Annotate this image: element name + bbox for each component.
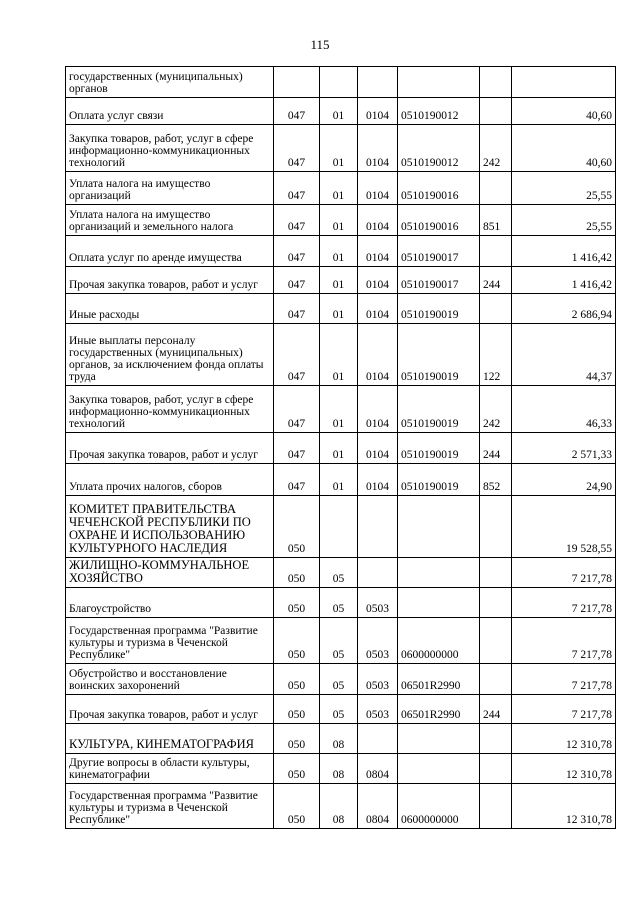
table-row [66, 695, 616, 724]
amount-cell: 2 686,94 [512, 294, 616, 324]
expense-type-cell: 242 [480, 125, 512, 172]
subsection-cell: 0104 [358, 324, 398, 386]
subsection-cell: 0104 [358, 464, 398, 496]
subsection-cell: 0104 [358, 236, 398, 267]
item-name-cell: Обустройство и восстановление воинских захоронений [66, 664, 274, 695]
target-article-cell: 06501R2990 [398, 695, 480, 724]
subsection-cell [358, 724, 398, 754]
item-name-cell: Иные расходы [66, 294, 274, 324]
section-cell: 01 [320, 324, 358, 386]
item-name-cell: КУЛЬТУРА, КИНЕМАТОГРАФИЯ [66, 724, 274, 754]
grbs-cell: 047 [274, 98, 320, 125]
target-article-cell: 0510190016 [398, 205, 480, 236]
subsection-cell: 0104 [358, 433, 398, 464]
target-article-cell: 0510190019 [398, 464, 480, 496]
grbs-cell: 047 [274, 267, 320, 294]
section-cell: 05 [320, 588, 358, 618]
table-row [66, 386, 616, 433]
section-cell: 08 [320, 724, 358, 754]
grbs-cell: 047 [274, 324, 320, 386]
amount-cell: 2 571,33 [512, 433, 616, 464]
section-cell: 05 [320, 695, 358, 724]
subsection-cell: 0804 [358, 784, 398, 829]
grbs-cell: 050 [274, 724, 320, 754]
table-row [66, 464, 616, 496]
table-row [66, 98, 616, 125]
subsection-cell: 0104 [358, 172, 398, 205]
target-article-cell [398, 588, 480, 618]
grbs-cell: 050 [274, 558, 320, 588]
amount-cell: 25,55 [512, 205, 616, 236]
section-cell: 05 [320, 618, 358, 664]
expense-type-cell: 244 [480, 267, 512, 294]
subsection-cell [358, 558, 398, 588]
section-cell: 01 [320, 386, 358, 433]
item-name-cell: Государственная программа "Развитие культуры и туризма в Чеченской Республике" [66, 784, 274, 829]
table-row [66, 267, 616, 294]
item-name-cell: Другие вопросы в области культуры, кинематографии [66, 754, 274, 784]
item-name-cell: Прочая закупка товаров, работ и услуг [66, 267, 274, 294]
target-article-cell: 0510190019 [398, 324, 480, 386]
item-name-cell: Оплата услуг связи [66, 98, 274, 125]
section-cell: 05 [320, 558, 358, 588]
amount-cell: 7 217,78 [512, 558, 616, 588]
grbs-cell: 050 [274, 784, 320, 829]
grbs-cell: 047 [274, 294, 320, 324]
section-cell: 05 [320, 664, 358, 695]
table-row [66, 664, 616, 695]
target-article-cell: 0510190017 [398, 236, 480, 267]
subsection-cell: 0503 [358, 664, 398, 695]
section-cell: 01 [320, 125, 358, 172]
amount-cell: 19 528,55 [512, 496, 616, 558]
section-cell: 01 [320, 294, 358, 324]
grbs-cell: 050 [274, 618, 320, 664]
target-article-cell: 0510190012 [398, 98, 480, 125]
grbs-cell: 047 [274, 172, 320, 205]
table-row [66, 588, 616, 618]
expense-type-cell [480, 558, 512, 588]
amount-cell: 40,60 [512, 98, 616, 125]
target-article-cell [398, 496, 480, 558]
item-name-cell: КОМИТЕТ ПРАВИТЕЛЬСТВА ЧЕЧЕНСКОЙ РЕСПУБЛИКИ ПО ОХРАНЕ И ИСПОЛЬЗОВАНИЮ КУЛЬТУРНОГО НАСЛЕДИЯ [66, 496, 274, 558]
item-name-cell: Закупка товаров, работ, услуг в сфере информационно-коммуникационных технологий [66, 125, 274, 172]
expense-type-cell [480, 588, 512, 618]
target-article-cell: 0510190019 [398, 386, 480, 433]
budget-table-body [66, 67, 616, 829]
table-row [66, 754, 616, 784]
amount-cell: 25,55 [512, 172, 616, 205]
expense-type-cell [480, 784, 512, 829]
expense-type-cell [480, 98, 512, 125]
expense-type-cell [480, 496, 512, 558]
section-cell: 01 [320, 205, 358, 236]
amount-cell: 12 310,78 [512, 754, 616, 784]
amount-cell: 46,33 [512, 386, 616, 433]
expense-type-cell [480, 236, 512, 267]
amount-cell: 7 217,78 [512, 664, 616, 695]
section-cell: 08 [320, 784, 358, 829]
section-cell: 01 [320, 433, 358, 464]
target-article-cell [398, 558, 480, 588]
grbs-cell: 047 [274, 125, 320, 172]
amount-cell: 7 217,78 [512, 588, 616, 618]
subsection-cell: 0104 [358, 267, 398, 294]
target-article-cell [398, 754, 480, 784]
expense-type-cell: 244 [480, 433, 512, 464]
amount-cell: 1 416,42 [512, 236, 616, 267]
page-number: 115 [310, 37, 330, 52]
item-name-cell: Закупка товаров, работ, услуг в сфере информационно-коммуникационных технологий [66, 386, 274, 433]
item-name-cell: Прочая закупка товаров, работ и услуг [66, 433, 274, 464]
table-row [66, 558, 616, 588]
subsection-cell [358, 496, 398, 558]
table-row [66, 324, 616, 386]
subsection-cell: 0104 [358, 125, 398, 172]
target-article-cell [398, 67, 480, 98]
table-row [66, 496, 616, 558]
grbs-cell: 050 [274, 588, 320, 618]
amount-cell: 44,37 [512, 324, 616, 386]
expense-type-cell: 244 [480, 695, 512, 724]
expense-type-cell [480, 754, 512, 784]
expense-type-cell [480, 67, 512, 98]
subsection-cell: 0804 [358, 754, 398, 784]
table-row [66, 172, 616, 205]
expense-type-cell [480, 618, 512, 664]
amount-cell: 24,90 [512, 464, 616, 496]
amount-cell [512, 67, 616, 98]
item-name-cell: Оплата услуг по аренде имущества [66, 236, 274, 267]
section-cell: 01 [320, 464, 358, 496]
item-name-cell: Государственная программа "Развитие культуры и туризма в Чеченской Республике" [66, 618, 274, 664]
subsection-cell: 0104 [358, 294, 398, 324]
item-name-cell: Прочая закупка товаров, работ и услуг [66, 695, 274, 724]
section-cell [320, 496, 358, 558]
grbs-cell: 050 [274, 664, 320, 695]
table-row [66, 67, 616, 98]
subsection-cell: 0503 [358, 618, 398, 664]
target-article-cell: 0600000000 [398, 618, 480, 664]
table-row [66, 784, 616, 829]
section-cell: 08 [320, 754, 358, 784]
subsection-cell: 0104 [358, 386, 398, 433]
target-article-cell [398, 724, 480, 754]
item-name-cell: государственных (муниципальных) органов [66, 67, 274, 98]
amount-cell: 7 217,78 [512, 695, 616, 724]
amount-cell: 1 416,42 [512, 267, 616, 294]
item-name-cell: ЖИЛИЩНО-КОММУНАЛЬНОЕ ХОЗЯЙСТВО [66, 558, 274, 588]
grbs-cell: 047 [274, 386, 320, 433]
expense-type-cell [480, 724, 512, 754]
subsection-cell: 0503 [358, 695, 398, 724]
table-row [66, 724, 616, 754]
item-name-cell: Уплата налога на имущество организаций [66, 172, 274, 205]
amount-cell: 7 217,78 [512, 618, 616, 664]
amount-cell: 40,60 [512, 125, 616, 172]
grbs-cell: 050 [274, 695, 320, 724]
expense-type-cell: 852 [480, 464, 512, 496]
table-row [66, 294, 616, 324]
item-name-cell: Благоустройство [66, 588, 274, 618]
section-cell: 01 [320, 236, 358, 267]
target-article-cell: 0600000000 [398, 784, 480, 829]
item-name-cell: Уплата прочих налогов, сборов [66, 464, 274, 496]
grbs-cell: 050 [274, 496, 320, 558]
subsection-cell: 0104 [358, 205, 398, 236]
section-cell: 01 [320, 267, 358, 294]
table-row [66, 205, 616, 236]
expense-type-cell: 242 [480, 386, 512, 433]
amount-cell: 12 310,78 [512, 784, 616, 829]
grbs-cell: 047 [274, 464, 320, 496]
target-article-cell: 0510190019 [398, 433, 480, 464]
amount-cell: 12 310,78 [512, 724, 616, 754]
grbs-cell: 047 [274, 236, 320, 267]
target-article-cell: 0510190016 [398, 172, 480, 205]
grbs-cell: 050 [274, 754, 320, 784]
section-cell: 01 [320, 98, 358, 125]
expense-type-cell: 122 [480, 324, 512, 386]
target-article-cell: 0510190017 [398, 267, 480, 294]
section-cell: 01 [320, 172, 358, 205]
item-name-cell: Уплата налога на имущество организаций и земельного налога [66, 205, 274, 236]
subsection-cell [358, 67, 398, 98]
table-row [66, 236, 616, 267]
table-row [66, 433, 616, 464]
target-article-cell: 0510190012 [398, 125, 480, 172]
table-row [66, 618, 616, 664]
expense-type-cell [480, 664, 512, 695]
subsection-cell: 0503 [358, 588, 398, 618]
expense-type-cell [480, 172, 512, 205]
item-name-cell: Иные выплаты персоналу государственных (муниципальных) органов, за исключением фонда оплаты труда [66, 324, 274, 386]
subsection-cell: 0104 [358, 98, 398, 125]
budget-table [65, 66, 616, 829]
section-cell [320, 67, 358, 98]
expense-type-cell [480, 294, 512, 324]
expense-type-cell: 851 [480, 205, 512, 236]
table-row [66, 125, 616, 172]
grbs-cell: 047 [274, 433, 320, 464]
grbs-cell [274, 67, 320, 98]
target-article-cell: 06501R2990 [398, 664, 480, 695]
grbs-cell: 047 [274, 205, 320, 236]
target-article-cell: 0510190019 [398, 294, 480, 324]
